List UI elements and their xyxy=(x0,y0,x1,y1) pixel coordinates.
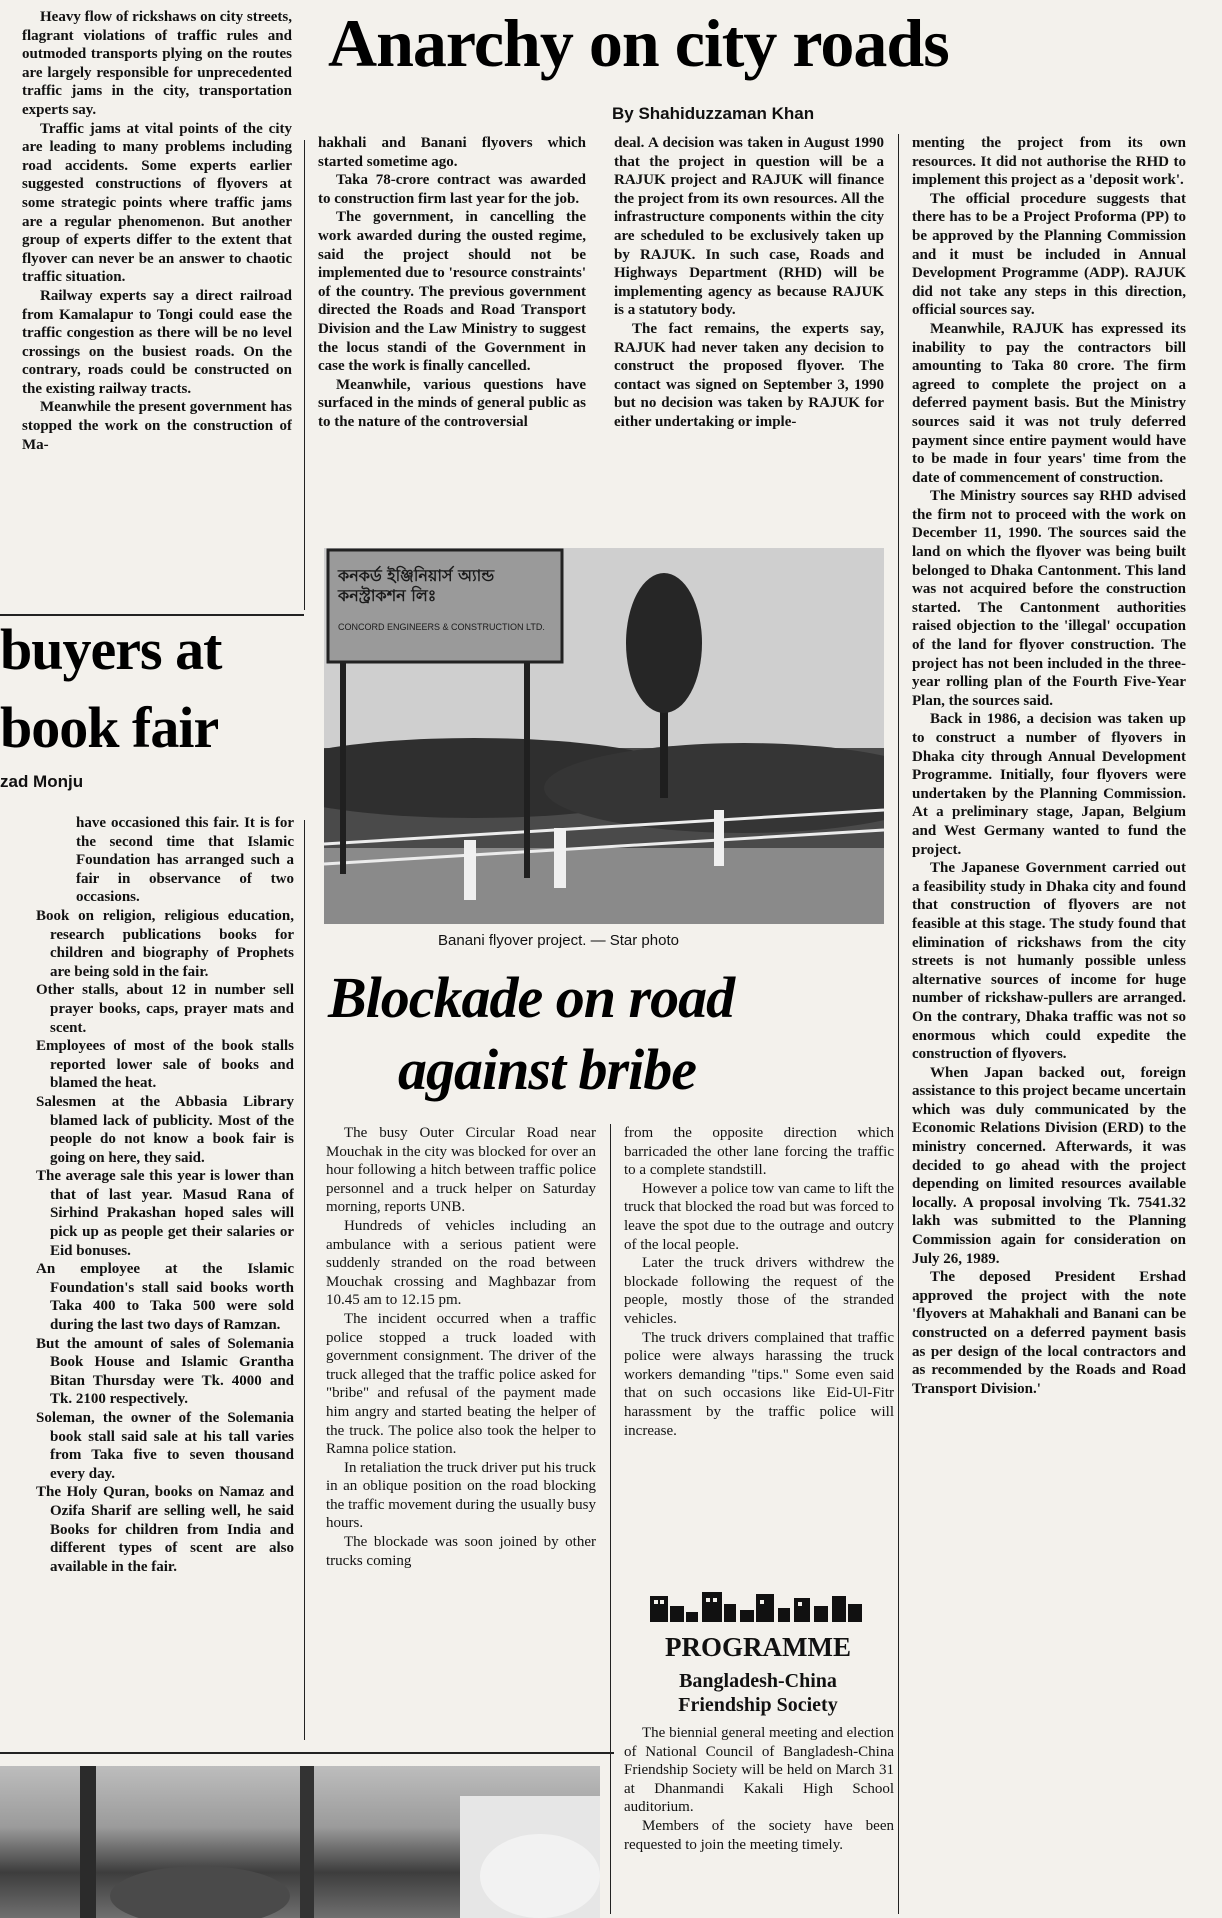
flyover-photo xyxy=(324,548,884,924)
article-paragraph: When Japan backed out, foreign assistance to this project became uncertain which was duly communicated by the Economic Relations Division (ERD) to the ministry concerned. Afterwards, it was decided to go ahead with the project depending on limited resources available locally. A proposal involving Tk. 7541.32 lakh was submitted to the Planning Commission again for consideration on July 26, 1989. xyxy=(912,1064,1186,1267)
article-paragraph: Employees of most of the book stalls reported lower sale of books and blamed the heat. xyxy=(36,1038,294,1092)
article-paragraph: deal. A decision was taken in August 1990 that the project in question will be a RAJUK project and RAJUK will finance the project from its own resources. All the infrastructure components within the city are scheduled to be exclusively taken up by RAJUK. In such case, Roads and Highways Department (RHD) will be implementing agency as because RAJUK is a statutory body. xyxy=(614,135,884,319)
article-paragraph: Hundreds of vehicles including an ambulance with a serious patient were suddenly stranded on the road between Mouchak crossing and Maghbazar from 10.45 am to 12.15 pm. xyxy=(326,1217,596,1309)
blockade-column-1 xyxy=(326,1124,596,1742)
article-paragraph: An employee at the Islamic Foundation's stall said books worth Taka 400 to Taka 500 were sold during the last two days of Ramzan. xyxy=(36,1261,294,1334)
article-paragraph: Meanwhile, various questions have surfaced in the minds of general public as to the nature of the controversial xyxy=(318,376,586,430)
anarchy-column-3 xyxy=(614,134,884,530)
article-paragraph: But the amount of sales of Solemania Book House and Islamic Grantha Bitan Thursday were Tk. 4000 and Tk. 2100 respectively. xyxy=(36,1335,294,1408)
anarchy-column-2 xyxy=(318,134,586,530)
blockade-headline-line2: against bribe xyxy=(398,1037,696,1102)
programme-column xyxy=(624,1724,894,1914)
article-paragraph: The average sale this year is lower than that of last year. Masud Rana of Sirhind Prakashan hoped sales will pick up as people get their salaries or Eid bonuses. xyxy=(36,1168,294,1259)
bookfair-column xyxy=(22,814,294,1742)
article-paragraph: The incident occurred when a traffic police stopped a truck loaded with government consignment. The driver of the truck alleged that the traffic police asked for "bribe" and refusal of the payment made him angry and started beating the helper of the truck. The police also took the helper to Ramna police station. xyxy=(326,1310,596,1458)
article-paragraph: Members of the society have been requested to join the meeting timely. xyxy=(624,1817,894,1853)
anarchy-headline: Anarchy on city roads xyxy=(328,5,949,81)
article-paragraph: However a police tow van came to lift the truck that blocked the road but was forced to leave the spot due to the outrage and outcry of the local people. xyxy=(624,1180,894,1253)
article-paragraph: Other stalls, about 12 in number sell prayer books, caps, prayer mats and scent. xyxy=(36,982,294,1036)
article-paragraph: Railway experts say a direct railroad from Kamalapur to Tongi could ease the traffic congestion as there will be no level crossings on the busiest roads. On the contrary, roads could be constructed on the existing railway tracts. xyxy=(22,287,292,397)
bookfair-byline: zad Monju xyxy=(0,772,84,791)
programme-org-line1: Bangladesh-China xyxy=(679,1670,837,1692)
bookfair-photo-illustration xyxy=(0,1766,600,1918)
article-paragraph: In retaliation the truck driver put his truck in an oblique position on the road blocking the traffic movement during the usually busy hours. xyxy=(326,1459,596,1532)
article-paragraph: The deposed President Ershad approved the project with the note 'flyovers at Mahakhali and Banani can be constructed on a deferred payment basis as per design of the local contractors and as recommended by the Roads and Road Transport Division.' xyxy=(912,1269,1186,1397)
blockade-headline-line1: Blockade on road xyxy=(328,965,735,1030)
anarchy-column-4 xyxy=(912,134,1186,1904)
article-paragraph: The official procedure suggests that there has to be a Project Proforma (PP) to be approved by the Planning Commission and it must be included in Annual Development Programme (ADP). RAJUK did not take any steps in this direction, official sources say. xyxy=(912,190,1186,319)
anarchy-byline: By Shahiduzzaman Khan xyxy=(612,104,815,123)
article-paragraph: Heavy flow of rickshaws on city streets, flagrant violations of traffic rules and outmoded transports plying on the routes are largely responsible for unprecedented traffic jams in the city, transportation experts say. xyxy=(22,9,292,118)
article-paragraph: Traffic jams at vital points of the city are leading to many problems including road accidents. Some experts earlier suggested constructions of flyovers at some strategic points where traffic jams are a regular phenomenon. But another group of experts differ to the extent that flyover can never be an answer to chaotic traffic situation. xyxy=(22,120,292,286)
article-paragraph: Meanwhile the present government has stopped the work on the construction of Ma- xyxy=(22,399,292,453)
article-paragraph: The Holy Quran, books on Namaz and Ozifa Sharif are selling well, he said Books for children from India and different types of scent are also available in the fair. xyxy=(36,1484,294,1575)
article-paragraph: Back in 1986, a decision was taken up to construct a number of flyovers in Dhaka city through Annual Development Programme. Initially, four flyovers were undertaken by the Planning Commission. At a preliminary stage, Japan, Belgium and West Germany wanted to fund the project. xyxy=(912,711,1186,858)
bookfair-headline-line1: buyers at xyxy=(0,617,222,682)
article-paragraph: from the opposite direction which barricaded the other lane forcing the traffic to a complete standstill. xyxy=(624,1125,894,1179)
article-paragraph: Later the truck drivers withdrew the blockade following the request of the people, mostly those of the stranded vehicles. xyxy=(624,1255,894,1327)
article-paragraph: The fact remains, the experts say, RAJUK had never taken any decision to construct the proposed flyover. The contact was signed on September 3, 1990 but no decision was taken by RAJUK for either undertaking or imple- xyxy=(614,320,884,430)
anarchy-column-1 xyxy=(22,8,292,604)
sign-bengali-text: কনকর্ড ইঞ্জিনিয়ার্স অ্যান্ড কনস্ট্রাকশন লিঃ xyxy=(338,566,495,605)
programme-title: PROGRAMME xyxy=(665,1632,851,1662)
photo-caption: Banani flyover project. — Star photo xyxy=(438,932,679,949)
article-paragraph: The Japanese Government carried out a feasibility study in Dhaka city and found that construction of flyovers are not feasible at this stage. The study found that elimination of rickshaws from the city streets is not humanly possible unless alternative sources of income for huge number of rickshaw-pullers are arranged. On the contrary, Dhaka traffic was not so enormous which could expedite the construction of flyovers. xyxy=(912,860,1186,1063)
article-paragraph: Meanwhile, RAJUK has expressed its inability to pay the contractors bill amounting to Taka 80 crore. The firm agreed to complete the project on a deferred payment basis. But the Ministry sources said it was not truly deferred payment since entire payment would have to be made in four years' time from the date of commencement of construction. xyxy=(912,320,1186,486)
article-paragraph: Salesmen at the Abbasia Library blamed lack of publicity. Most of the people do not know a book fair is going on here, they said. xyxy=(36,1093,294,1166)
sign-english-text: CONCORD ENGINEERS & CONSTRUCTION LTD. xyxy=(338,622,545,632)
section-rule xyxy=(0,1752,614,1754)
article-paragraph: The busy Outer Circular Road near Mouchak in the city was blocked for over an hour following a hitch between traffic police personnel and a truck helper on Saturday morning, reports UNB. xyxy=(326,1125,596,1216)
article-paragraph: have occasioned this fair. It is for the second time that Islamic Foundation has arranged such a fair in observance of two occasions. xyxy=(76,815,294,906)
article-paragraph: The biennial general meeting and election of National Council of Bangladesh-China Friendship Society will be held on March 31 at Dhanmandi Kakali High School auditorium. xyxy=(624,1725,894,1816)
article-paragraph: menting the project from its own resources. It did not authorise the RHD to implement this project as a 'deposit work'. xyxy=(912,135,1186,189)
city-skyline-logo xyxy=(650,1592,864,1622)
article-paragraph: Soleman, the owner of the Solemania book stall said sale at his tall varies from Taka five to seven thousand every day. xyxy=(36,1410,294,1482)
article-paragraph: The Ministry sources say RHD advised the firm not to proceed with the work on December 11, 1990. The sources said the land on which the flyover was being built belonged to Dhaka Cantonment. This land was not acquired before the construction started. The Cantonment authorities raised objection to the 'illegal' occupation of the land for flyover construction. The project has not been included in the three-year rolling plan of the Fourth Five-Year Plan, the sources said. xyxy=(912,488,1186,709)
article-paragraph: The blockade was soon joined by other trucks coming xyxy=(326,1534,596,1569)
column-rule xyxy=(610,1124,611,1914)
column-rule xyxy=(898,134,899,1914)
article-paragraph: Taka 78-crore contract was awarded to construction firm last year for the job. xyxy=(318,172,586,207)
article-paragraph: hakhali and Banani flyovers which started sometime ago. xyxy=(318,135,586,170)
bookfair-headline-line2: book fair xyxy=(0,695,219,760)
article-paragraph: Book on religion, religious education, research publications books for children and biography of Prophets are being sold in the fair. xyxy=(36,907,294,980)
article-paragraph: The truck drivers complained that traffic police were always harassing the truck workers demanding "tips." Some even said that on such occasions like Eid-Ul-Fitr harassment by the traffic police will increase. xyxy=(624,1329,894,1439)
programme-org-line2: Friendship Society xyxy=(678,1694,838,1716)
bookfair-photo xyxy=(0,1766,600,1918)
column-rule xyxy=(304,140,305,610)
article-paragraph: The government, in cancelling the work awarded during the ousted regime, said the project should not be implemented due to 'resource constraints' of the country. The previous government directed the Roads and Road Transport Division and the Law Ministry to suggest the locus standi of the Government in case the work is finally cancelled. xyxy=(318,209,586,375)
column-rule xyxy=(304,820,305,1740)
blockade-column-2 xyxy=(624,1124,894,1580)
